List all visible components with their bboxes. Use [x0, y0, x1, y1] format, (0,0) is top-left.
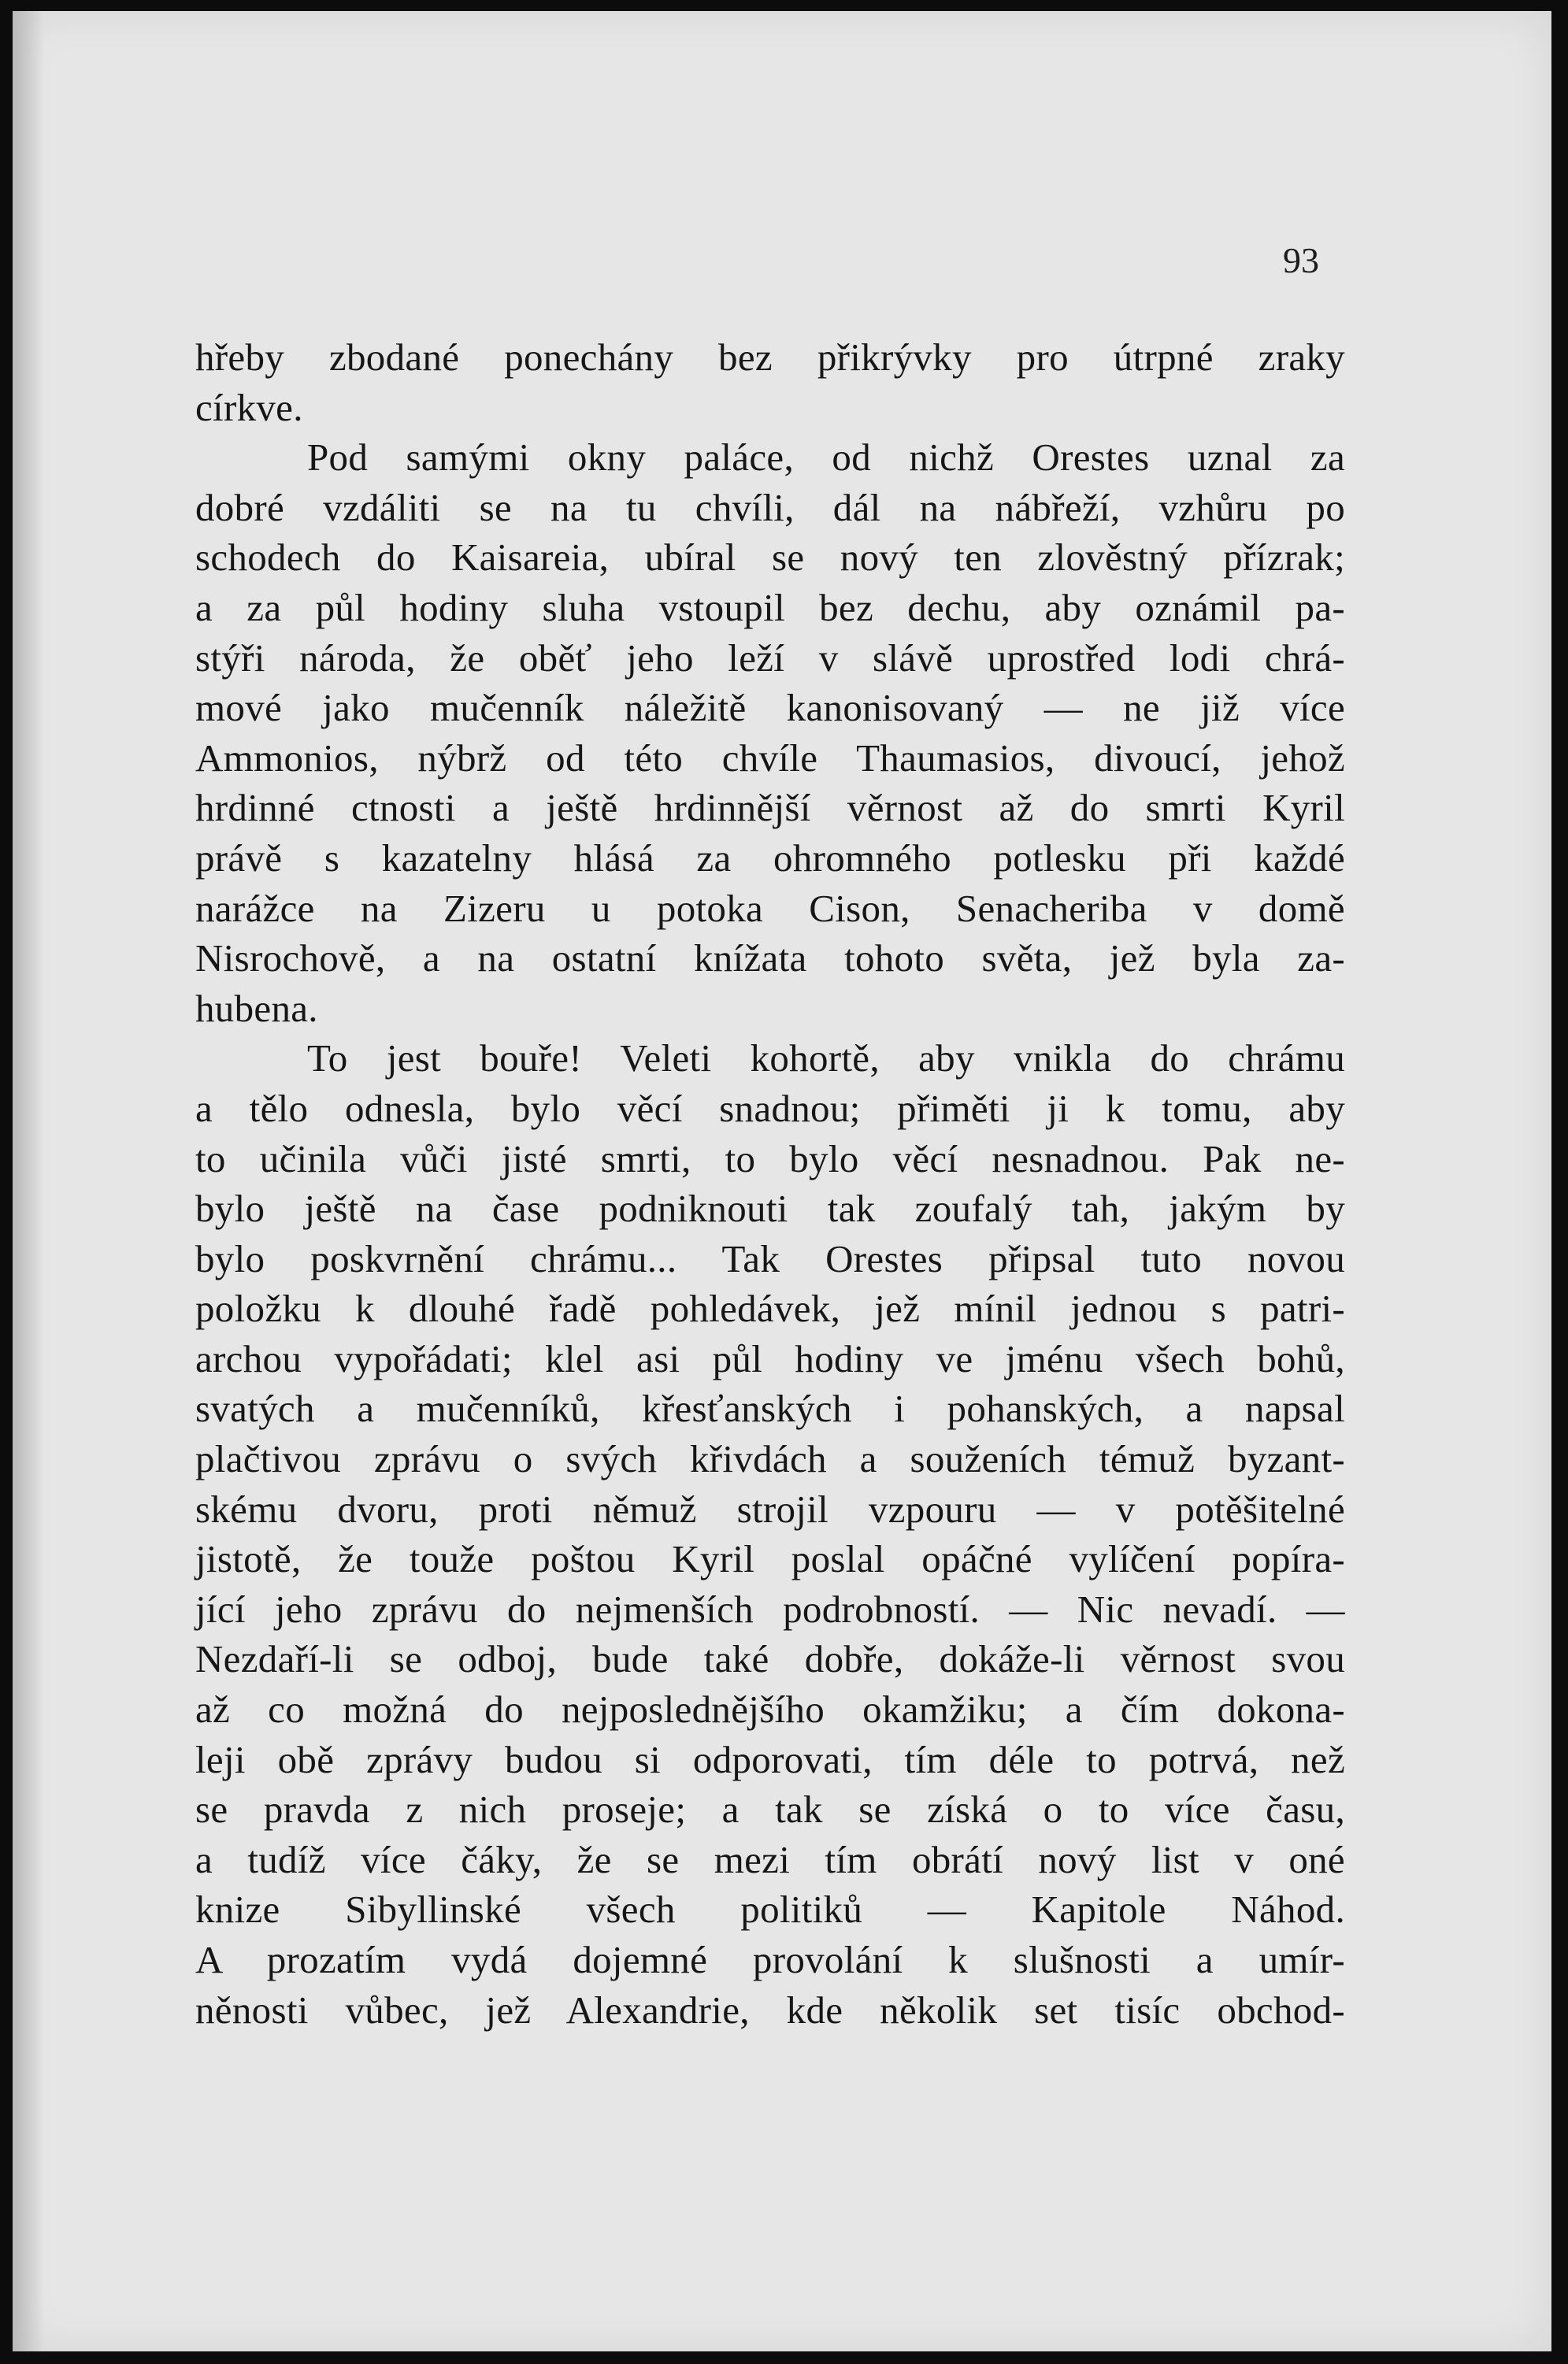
text-line: církve.: [195, 385, 303, 429]
text-line: to učinila vůči jisté smrti, to bylo věcí nesnadnou. Pak ne-: [195, 1136, 1345, 1180]
text-line: mové jako mučenník náležitě kanonisovaný — ne již více: [195, 686, 1345, 730]
text-line: se pravda z nich proseje; a tak se získá o to více času,: [195, 1788, 1345, 1832]
text-line: bylo poskvrnění chrámu... Tak Orestes připsal tuto novou: [195, 1236, 1345, 1280]
text-line: Pod samými okny paláce, od nichž Orestes uznal za: [307, 435, 1345, 480]
text-line: Nezdaří-li se odboj, bude také dobře, dokáže-li věrnost svou: [195, 1637, 1345, 1681]
text-line: a tudíž více čáky, že se mezi tím obrátí nový list v oné: [195, 1837, 1345, 1881]
text-line: položku k dlouhé řadě pohledávek, jež mínil jednou s patri-: [195, 1287, 1345, 1331]
text-line: jistotě, že touže poštou Kyril poslal opáčné vylíčení popíra-: [195, 1537, 1345, 1581]
text-line: dobré vzdáliti se na tu chvíli, dál na nábřeží, vzhůru po: [195, 485, 1345, 529]
text-line: skému dvoru, proti němuž strojil vzpouru — v potěšitelné: [195, 1487, 1345, 1531]
page-binding-shadow: [13, 11, 44, 2351]
text-line: narážce na Zizeru u potoka Cison, Senacheriba v domě: [195, 886, 1345, 930]
text-line: hřeby zbodané ponechány bez přikrývky pro útrpné zraky: [195, 335, 1345, 379]
text-line: a tělo odnesla, bylo věcí snadnou; přiměti ji k tomu, aby: [195, 1086, 1345, 1130]
page-number: 93: [1283, 240, 1319, 280]
text-line: schodech do Kaisareia, ubíral se nový ten zlověstný přízrak;: [195, 535, 1345, 580]
text-line: bylo ještě na čase podniknouti tak zoufalý tah, jakým by: [195, 1187, 1345, 1231]
text-line: až co možná do nejposlednějšího okamžiku; a čím dokona-: [195, 1688, 1345, 1732]
text-line: plačtivou zprávu o svých křivdách a souženích témuž byzant-: [195, 1437, 1345, 1481]
text-line: hrdinné ctnosti a ještě hrdinnější věrnost až do smrti Kyril: [195, 786, 1345, 830]
text-line: jící jeho zprávu do nejmenších podrobností. — Nic nevadí. —: [195, 1587, 1345, 1631]
text-line: A prozatím vydá dojemné provolání k slušnosti a umír-: [195, 1938, 1345, 1981]
text-line: archou vypořádati; klel asi půl hodiny ve jménu všech bohů,: [195, 1336, 1345, 1380]
body-text: [195, 332, 1345, 2035]
book-page: [13, 11, 1551, 2351]
text-line: knize Sibyllinské všech politiků — Kapitole Náhod.: [195, 1888, 1345, 1932]
text-line: leji obě zprávy budou si odporovati, tím déle to potrvá, než: [195, 1737, 1345, 1781]
text-line: svatých a mučenníků, křesťanských i pohanských, a napsal: [195, 1387, 1345, 1431]
text-line: Ammonios, nýbrž od této chvíle Thaumasios, divoucí, jehož: [195, 736, 1345, 780]
text-line: něnosti vůbec, jež Alexandrie, kde několik set tisíc obchod-: [195, 1988, 1345, 2032]
text-line: stýři národa, že oběť jeho leží v slávě uprostřed lodi chrá-: [195, 635, 1345, 680]
text-line: To jest bouře! Veleti kohortě, aby vnikla do chrámu: [307, 1036, 1345, 1080]
text-line: Nisrochově, a na ostatní knížata tohoto světa, jež byla za-: [195, 936, 1345, 980]
text-line: a za půl hodiny sluha vstoupil bez dechu, aby oznámil pa-: [195, 585, 1345, 629]
text-line: právě s kazatelny hlásá za ohromného potlesku při každé: [195, 836, 1345, 880]
text-line: hubena.: [195, 986, 318, 1030]
